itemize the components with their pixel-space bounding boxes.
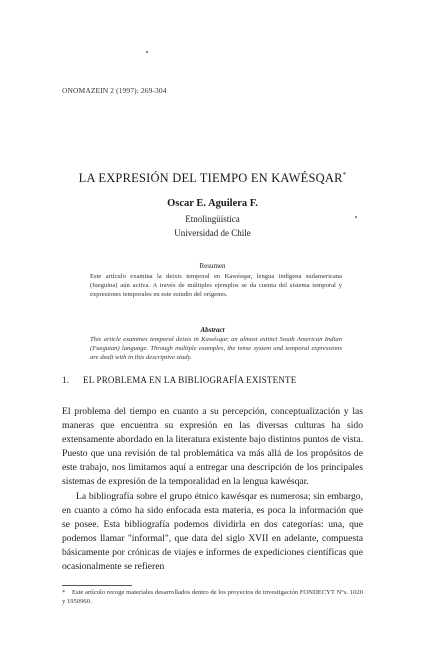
footnote-separator: [62, 585, 132, 586]
body-paragraph: El problema del tiempo en cuanto a su percepción, conceptualización y las maneras que encuentra su expresión en las diversas culturas ha sido extensamente abordado en la literatura existente bajo distintos puntos de vista. Puesto que una revisión de tal problemática va más allá de los propósitos de este trabajo, nos limitamos aquí a entregar una descripción de los principales sistemas de expresión de la temporalidad en la lengua kawésqar.: [62, 406, 363, 488]
footnote-text: Este artículo recoge materiales desarrollados dentro de los proyectos de investigación FONDECYT N°s. 1020 y 1950960.: [62, 589, 363, 605]
journal-reference: ONOMAZEIN 2 (1997): 269-304: [62, 86, 167, 95]
body-paragraph: La bibliografía sobre el grupo étnico kawésqar es numerosa; sin embargo, en cuanto a cómo ha sido enfocada esta materia, es poca la información que se posee. Esta bibliografía podemos dividirla en dos categorías: una, que podemos llamar "informal", que data del siglo XVII en adelante, compuesta básicamente por crónicas de viajes e informes de expediciones científicas que ocasionalmente se refieren: [62, 490, 363, 573]
footnote-mark: *: [62, 589, 66, 596]
resumen-text: Este artículo examina la deixis temporal en Kawésqar, lengua indígena sudamericana (fueguina) aún activa. A través de múltiples ejemplos se da cuenta del sistema temporal y expresiones temporales en este estudio del orígenes.: [90, 273, 342, 299]
section-number: 1.: [62, 375, 70, 385]
scan-speck: [355, 216, 357, 218]
author-name: Oscar E. Aguilera F.: [167, 198, 258, 209]
abstract-heading: Abstract: [200, 326, 225, 334]
title-footnote-mark: *: [342, 171, 347, 179]
article-title: [0, 171, 425, 186]
article-title-text: LA EXPRESIÓN DEL TIEMPO EN KAWÉSQAR: [78, 171, 343, 186]
footnote: [62, 589, 363, 606]
resumen-heading: Resumen: [199, 262, 226, 270]
author-affiliation-institution: Universidad de Chile: [174, 228, 251, 238]
abstract-text: This article examines temporal deixis in Kawésqar, an almost extinct South American Indian (Fueguian) language. Through multiple examples, the tense system and temporal expressions are dealt with in this descriptive study.: [90, 336, 342, 362]
section-heading: [62, 375, 296, 385]
body-text: [62, 405, 363, 574]
author-affiliation-field: Etnolingüística: [185, 214, 240, 224]
section-title: EL PROBLEMA EN LA BIBLIOGRAFÍA EXISTENTE: [83, 375, 297, 385]
scan-speck: [146, 51, 148, 53]
